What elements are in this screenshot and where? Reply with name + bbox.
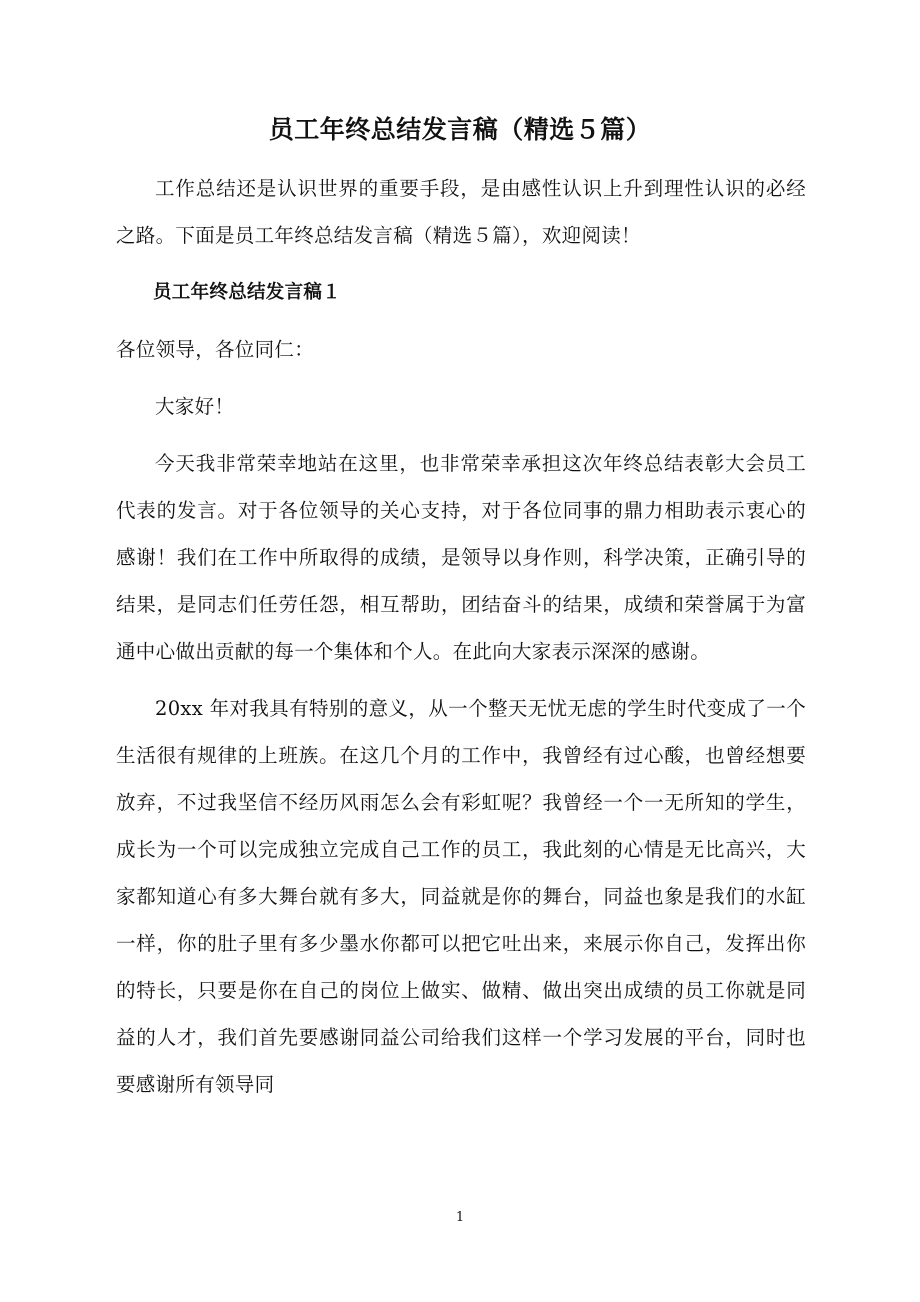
section-heading: 员工年终总结发言稿１: [153, 282, 342, 303]
document-title: 员工年终总结发言稿（精选５篇）: [268, 115, 652, 144]
salutation: 各位领导，各位同仁：: [116, 338, 315, 361]
document-body: [116, 165, 806, 1118]
body-paragraph: 20xx 年对我具有特别的意义，从一个整天无忧无虑的学生时代变成了一个生活很有规律的上班族。在这几个月的工作中，我曾经有过心酸，也曾经想要放弃，不过我坚信不经历风雨怎么会有彩虹呢？我曾经一个一无所知的学生，成长为一个可以完成独立完成自己工作的员工，我此刻的心情是无比高兴，大家都知道心有多大舞台就有多大，同益就是你的舞台，同益也象是我们的水缸一样，你的肚子里有多少墨水你都可以把它吐出来，来展示你自己，发挥出你的特长，只要是你在自己的岗位上做实、做精、做出突出成绩的员工你就是同益的人才，我们首先要感谢同益公司给我们这样一个学习发展的平台，同时也要感谢所有领导同: [116, 697, 806, 1096]
intro-paragraph: 工作总结还是认识世界的重要手段，是由感性认识上升到理性认识的必经之路。下面是员工年终总结发言稿（精选５篇），欢迎阅读！: [116, 177, 806, 247]
body-paragraph: 今天我非常荣幸地站在这里，也非常荣幸承担这次年终总结表彰大会员工代表的发言。对于各位领导的关心支持，对于各位同事的鼎力相助表示衷心的感谢！我们在工作中所取得的成绩，是领导以身作则，科学决策，正确引导的结果，是同志们任劳任怨，相互帮助，团结奋斗的结果，成绩和荣誉属于为富通中心做出贡献的每一个集体和个人。在此向大家表示深深的感谢。: [116, 452, 806, 663]
greeting: 大家好！: [155, 395, 235, 418]
page-number: 1: [455, 1210, 465, 1225]
